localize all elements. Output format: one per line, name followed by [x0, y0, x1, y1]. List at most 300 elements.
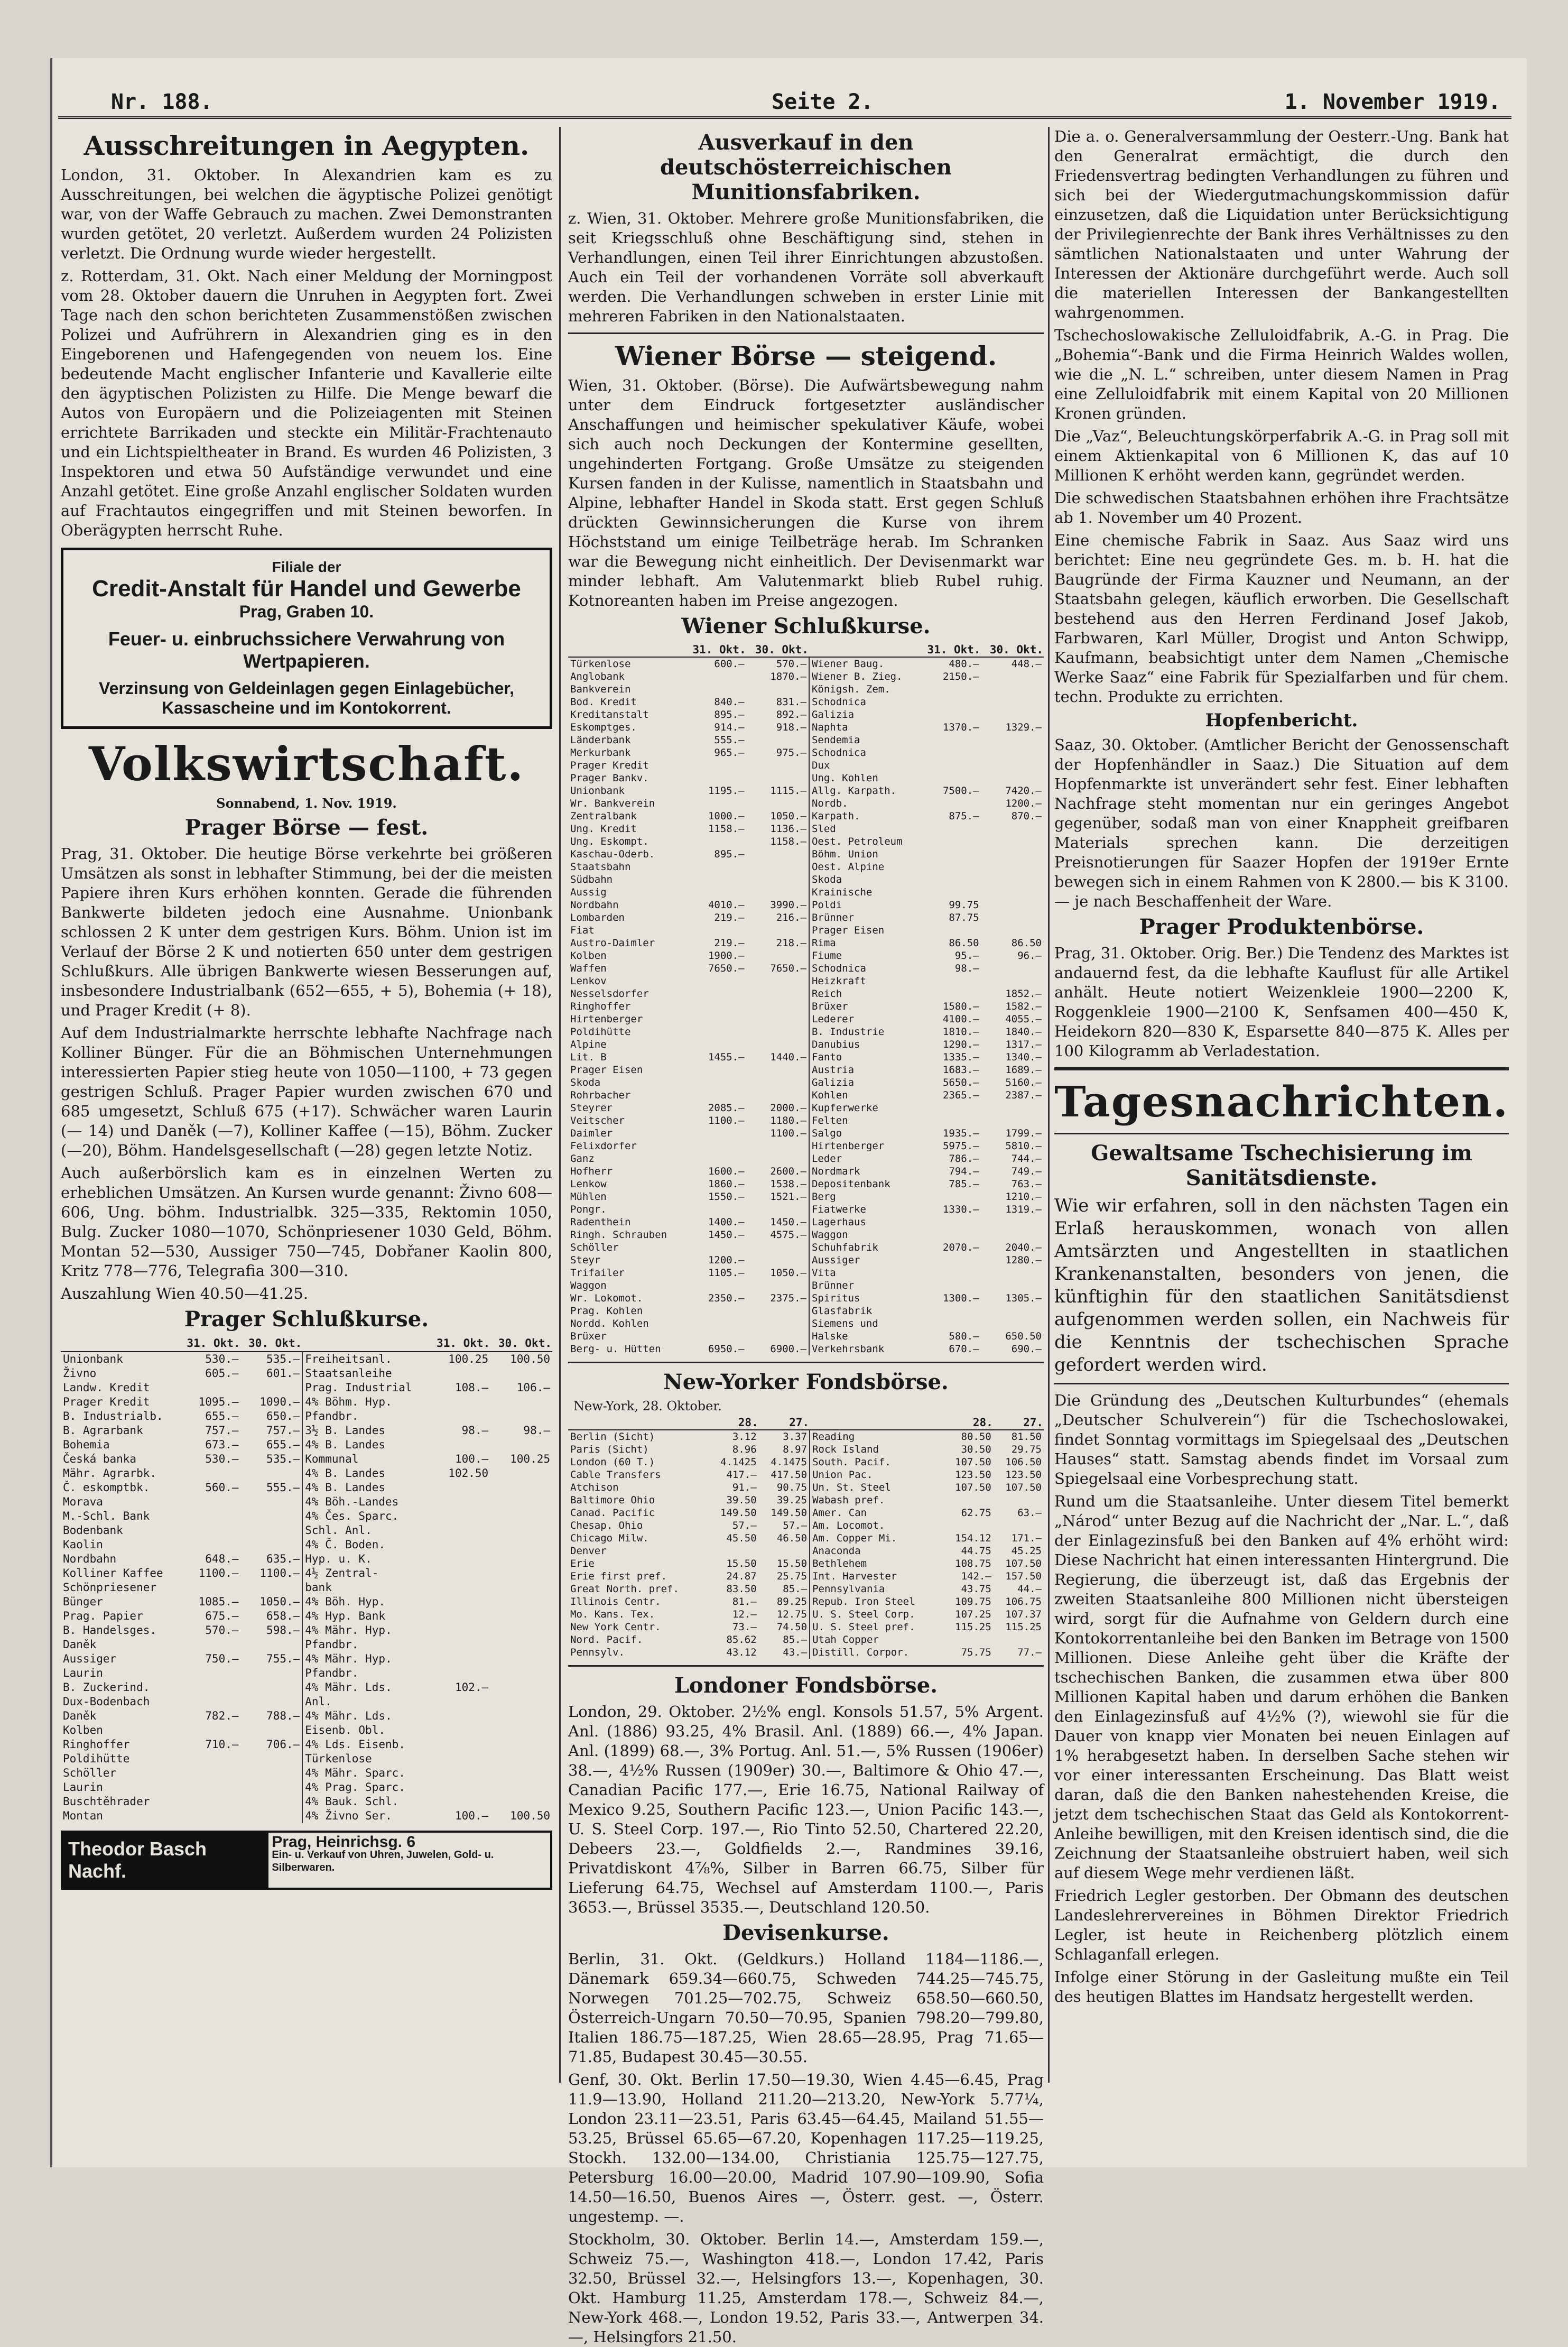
security-name: Austro-Daimler — [570, 937, 655, 949]
quote-value: 98.— — [954, 963, 979, 974]
security-name: Heizkraft — [809, 975, 918, 987]
quote-value — [747, 1140, 809, 1152]
security-name: 4% B. Landes — [302, 1466, 429, 1481]
quote-value — [684, 873, 746, 886]
quote-value: 918.— — [776, 722, 806, 733]
quote-value — [918, 696, 981, 708]
article-paragraph: Wie wir erfahren, soll in den nächsten Tagen ein Erlaß herauskommen, wonach von allen Amtsärzten und Angestellten in staatlichen Krankenanstalten, besonders von jenen, die künftighin für den staatlichen Sanitätsdienst aufgenommen werden sollen, ein Nachweis für die Kenntnis der tschechischen Sprache gefordert werden wird. — [1054, 1195, 1509, 1375]
security-name: Bod. Kredit — [570, 696, 637, 708]
quote-value: 12.75 — [776, 1609, 808, 1620]
quote-value — [429, 1538, 490, 1552]
quote-value: 57.— — [732, 1520, 757, 1531]
quote-value — [490, 1680, 552, 1695]
quote-value: 1050.— — [770, 810, 806, 822]
quote-value — [943, 1633, 994, 1646]
quote-value: 90.75 — [776, 1482, 808, 1493]
security-name: Kupferwerke — [809, 1102, 918, 1114]
quote-value: 1521.— — [770, 1191, 806, 1203]
quote-value: 673.— — [205, 1438, 239, 1451]
quote-value — [490, 1438, 552, 1452]
section-title: Volkswirtschaft. — [88, 736, 525, 791]
article-paragraph: Auch außerbörslich kam es in einzelnen Werten zu erheblichen Umsätzen. An Kursen wurde genannt: Živno 608—606, Ung. böhm. Industrialbk. 325—335, Rektomin 1050, Bulg. Zucker 1080—1070, Schönpriesener 1030 Geld, Böhm. Montan 52—530, Aussiger 750—745, Dobřaner Kaolin 800, Kritz 778—776, Telegrafia 300—310. — [61, 1164, 552, 1280]
quote-value — [684, 835, 746, 848]
column-header: 31. Okt. — [918, 643, 981, 657]
quote-value: 3990.— — [770, 899, 806, 911]
page-header — [58, 85, 1511, 119]
article-paragraph: Auf dem Industrialmarkte herrschte lebhafte Nachfrage nach Kolliner Bünger. Für die an Böhmischen Unternehmungen interessierten Papier stieg heute von 1050—1100, + 73 gegen gestrigen Schluß. Prager Papier wurden zwischen 670 und 685 umgesetzt, Schluß 675 (+17). Schwächer waren Laurin (— 14) und Daněk (—7), Kolliner Kaffee (—15), Böhm. Zucker (—20), Böhm. Handelsgesellschaft (—28) gegen letzte Notiz. — [61, 1024, 552, 1159]
quote-value: 870.— — [1011, 810, 1042, 822]
security-name: Brünner — [809, 1279, 918, 1292]
quote-value — [179, 1795, 241, 1809]
column-divider — [559, 127, 561, 2083]
security-name: Königsh. Zem. — [809, 683, 918, 696]
quote-value: 895.— — [714, 848, 745, 860]
quote-value: 965.— — [714, 747, 745, 759]
quote-value: 757.— — [205, 1424, 239, 1437]
quote-value — [490, 1766, 552, 1780]
divider — [1054, 1067, 1509, 1070]
security-name: 4% Prag. Sparc. — [302, 1780, 429, 1795]
table-row — [568, 949, 1044, 962]
quote-value — [981, 708, 1044, 721]
quote-value — [981, 962, 1044, 975]
quote-value: 107.50 — [1005, 1482, 1042, 1493]
quote-value — [684, 924, 746, 937]
quote-value — [684, 1076, 746, 1089]
security-name: Bodenbank — [63, 1524, 123, 1537]
security-name: Nesselsdorfer — [570, 988, 649, 1000]
table-row — [568, 1190, 1044, 1203]
security-name: B. Agrarbank — [63, 1424, 143, 1437]
security-name: Kolben — [63, 1724, 103, 1736]
quote-value — [241, 1780, 303, 1795]
security-name: Türkenlose — [302, 1752, 429, 1766]
quote-value — [747, 861, 809, 873]
table-row — [61, 1452, 552, 1466]
table-row — [61, 1709, 552, 1723]
article-headline: Londoner Fondsbörse. — [674, 1673, 938, 1698]
article-headline: Gewaltsame Tschechisierung im Sanitätsdienste. — [1091, 1141, 1472, 1190]
quote-value — [179, 1809, 241, 1823]
security-name: 4% Živno Ser. — [302, 1809, 429, 1823]
quote-value: 102.— — [454, 1681, 489, 1694]
quote-value — [981, 746, 1044, 759]
quote-value: 81.50 — [1011, 1431, 1042, 1443]
security-name: Radenthein — [570, 1216, 631, 1228]
quote-value: 1115.— — [770, 785, 806, 797]
quote-value — [918, 861, 981, 873]
quote-value — [918, 873, 981, 886]
table-row — [61, 1680, 552, 1695]
quote-value — [981, 911, 1044, 924]
quote-value — [981, 861, 1044, 873]
security-name: 4% Böhm. Hyp. — [302, 1395, 429, 1409]
security-name: New York Centr. — [570, 1621, 661, 1633]
quote-value — [241, 1695, 303, 1709]
security-name: Schodnica — [809, 696, 918, 708]
quote-value: 690.— — [1011, 1343, 1042, 1355]
quote-value — [684, 1317, 746, 1330]
quote-value — [918, 975, 981, 987]
quote-value: 1329.— — [1005, 722, 1042, 733]
security-name: Daněk — [63, 1638, 97, 1651]
quote-value — [918, 823, 981, 835]
security-name: Siemens und — [809, 1317, 918, 1330]
quotes-table — [568, 643, 1044, 1355]
page-number: Seite 2. — [772, 90, 874, 114]
quote-value — [981, 899, 1044, 911]
quote-value — [684, 683, 746, 696]
quote-value — [747, 1064, 809, 1076]
quote-value: 4575.— — [770, 1229, 806, 1241]
quote-value: 100.— — [454, 1809, 489, 1822]
security-name: Ung. Kohlen — [809, 772, 918, 784]
quote-value — [490, 1552, 552, 1566]
issue-date: 1. November 1919. — [1284, 90, 1501, 114]
table-row — [568, 1468, 1044, 1481]
quote-value — [179, 1695, 241, 1709]
table-row — [568, 1519, 1044, 1532]
table-row — [568, 1557, 1044, 1570]
quote-value — [241, 1638, 303, 1652]
security-name: Eisenb. Obl. — [302, 1723, 429, 1738]
security-name: Nord. Pacif. — [570, 1634, 643, 1646]
quote-value: 2375.— — [770, 1292, 806, 1304]
quote-value: 794.— — [949, 1166, 979, 1177]
security-name: Felixdorfer — [570, 1140, 637, 1152]
quote-value — [747, 1013, 809, 1025]
quote-value: 1870.— — [770, 671, 806, 682]
quote-value: 417.— — [726, 1469, 757, 1481]
security-name: Nordb. — [809, 797, 918, 810]
quote-value — [747, 1000, 809, 1013]
quote-value — [241, 1723, 303, 1738]
security-name: Bohemia — [63, 1438, 110, 1451]
divider — [1054, 1133, 1509, 1134]
quote-value: 710.— — [205, 1738, 239, 1751]
quote-value: 57.— — [783, 1520, 808, 1531]
table-row — [61, 1466, 552, 1481]
security-name: Kohlen — [809, 1089, 918, 1102]
quote-value: 763.— — [1011, 1178, 1042, 1190]
quote-value: 107.25 — [955, 1609, 991, 1620]
quote-value — [684, 797, 746, 810]
ad-line: Feuer- u. einbruchssichere Verwahrung von Wertpapieren. — [108, 628, 505, 672]
security-name: Glasfabrik — [809, 1305, 918, 1317]
security-name: Staatsbahn — [570, 861, 631, 873]
quote-value: 875.— — [949, 810, 979, 822]
quote-value — [429, 1595, 490, 1609]
table-title: Prager Schlußkurse. — [184, 1307, 429, 1332]
quote-value — [490, 1666, 552, 1680]
quote-value: 744.— — [1011, 1153, 1042, 1165]
quote-value: 650.50 — [1005, 1330, 1042, 1342]
quote-value: 1180.— — [770, 1115, 806, 1126]
quote-value: 8.97 — [783, 1444, 808, 1455]
security-name: 4% Č. Boden. — [302, 1538, 429, 1552]
quote-value: 86.50 — [1011, 937, 1042, 949]
quote-value — [918, 1190, 981, 1203]
quote-value — [918, 1267, 981, 1279]
quote-value: 96.— — [1017, 950, 1042, 962]
table-row — [568, 924, 1044, 937]
quote-value — [918, 1279, 981, 1292]
column-header: 31. Okt. — [429, 1336, 490, 1352]
quote-value: 99.75 — [949, 899, 979, 911]
table-row — [568, 1114, 1044, 1127]
quote-value — [684, 1064, 746, 1076]
quote-value: 45.25 — [1011, 1545, 1042, 1557]
security-name: Distill. Corpor. — [810, 1646, 943, 1659]
security-name: Naphta — [809, 721, 918, 734]
table-row — [568, 696, 1044, 708]
quote-value: 86.50 — [949, 937, 979, 949]
table-row — [568, 1064, 1044, 1076]
table-row — [61, 1424, 552, 1438]
quote-value: 63.— — [1017, 1507, 1042, 1519]
security-name: Prag. Papier — [63, 1610, 143, 1622]
quote-value — [179, 1752, 241, 1766]
security-name: Ringhoffer — [570, 1001, 631, 1012]
security-name: Lederer — [809, 1013, 918, 1025]
table-row — [61, 1738, 552, 1752]
quote-value: 95.— — [954, 950, 979, 962]
quote-value: 605.— — [205, 1367, 239, 1380]
security-name: Am. Locomot. — [810, 1519, 943, 1532]
quote-value: 85.— — [783, 1583, 808, 1595]
quote-value — [179, 1509, 241, 1523]
quote-value — [994, 1633, 1044, 1646]
quote-value: 892.— — [776, 709, 806, 720]
quote-value: 1582.— — [1005, 1001, 1042, 1012]
quote-value — [918, 772, 981, 784]
table-row — [61, 1481, 552, 1495]
security-name: Wiener Baug. — [809, 657, 918, 670]
quote-value — [684, 759, 746, 772]
table-row — [568, 873, 1044, 886]
security-name: Länderbank — [570, 734, 631, 746]
quote-value: 1136.— — [770, 823, 806, 835]
table-row — [61, 1595, 552, 1609]
table-row — [61, 1752, 552, 1766]
security-name: Merkurbank — [570, 747, 631, 759]
quote-value: 1090.— — [259, 1396, 300, 1408]
security-name: Kommunal — [302, 1452, 429, 1466]
security-name: Freiheitsanl. — [302, 1352, 429, 1366]
article-paragraph: Prag, 31. Oktober. Die heutige Börse verkehrte bei größeren Umsätzen als sonst in lebhafter Stimmung, bei der die meisten Papiere ihren Kurs erhöhen konnten. Gerade die führenden Bankwerte bildeten jedoch eine Ausnahme. Unionbank schlossen 2 K unter dem gestrigen Kurs. Böhm. Union ist im Verlauf der Börse 2 K und notierten 650 unter dem gestrigen Schlußkurs. Alle übrigen Bankwerte wiesen Besserungen auf, insbesondere Industrialbank (652—655, + 5), Bohemia (+ 18), und Prager Kredit (+ 8). — [61, 845, 552, 1019]
table-row — [568, 1152, 1044, 1165]
table-row — [568, 1317, 1044, 1330]
quote-value: 757.— — [266, 1424, 300, 1437]
security-name: Illinois Centr. — [570, 1596, 661, 1607]
quote-value: 648.— — [205, 1553, 239, 1565]
quote-value — [429, 1581, 490, 1595]
quote-value: 1100.— — [770, 1128, 806, 1139]
security-name: Anaconda — [810, 1545, 943, 1557]
security-name: Staatsanleihe — [302, 1366, 429, 1381]
quote-value — [179, 1523, 241, 1538]
quote-value: 219.— — [714, 937, 745, 949]
quote-value: 8.96 — [732, 1444, 757, 1455]
quote-value — [918, 987, 981, 1000]
security-name: Montan — [63, 1809, 103, 1822]
quote-value: 530.— — [205, 1353, 239, 1365]
table-row — [568, 937, 1044, 949]
quote-value — [918, 1254, 981, 1267]
quote-value: 43.12 — [726, 1647, 757, 1658]
security-name: Prag. Kohlen — [570, 1305, 643, 1317]
security-name: 4% B. Landes — [302, 1438, 429, 1452]
security-name: Daněk — [63, 1710, 97, 1722]
table-row — [61, 1409, 552, 1424]
security-name: Morava — [63, 1495, 103, 1508]
quote-value — [684, 1089, 746, 1102]
security-name: Laurin — [63, 1667, 103, 1679]
security-name: Int. Harvester — [810, 1570, 943, 1583]
table-row — [568, 759, 1044, 772]
security-name: Skoda — [570, 1077, 601, 1088]
quote-value — [747, 987, 809, 1000]
quote-value — [747, 949, 809, 962]
quote-value — [981, 670, 1044, 683]
security-name: Prager Kredit — [63, 1396, 150, 1408]
quote-value — [490, 1695, 552, 1709]
quote-value: 108.— — [454, 1381, 489, 1394]
quote-value: 2365.— — [942, 1089, 979, 1101]
security-name: Salgo — [809, 1127, 918, 1140]
quote-value: 2085.— — [708, 1102, 745, 1114]
quote-value: 914.— — [714, 722, 745, 733]
quote-value: 24.87 — [726, 1570, 757, 1582]
security-name: 4% Čes. Sparc. — [302, 1509, 429, 1523]
security-name: 4% Böh.-Landes — [302, 1495, 429, 1509]
table-row — [568, 1570, 1044, 1583]
quote-value — [981, 759, 1044, 772]
divider — [568, 332, 1044, 334]
quote-value: 5810.— — [1005, 1140, 1042, 1152]
security-name: Verkehrsbank — [809, 1343, 918, 1355]
quote-value: 39.50 — [726, 1494, 757, 1506]
quote-value — [747, 873, 809, 886]
column-header: 27. — [994, 1416, 1044, 1430]
divider — [568, 1665, 1044, 1667]
table-row — [61, 1581, 552, 1595]
quote-value: 1290.— — [942, 1039, 979, 1050]
quote-value: 62.75 — [961, 1507, 991, 1519]
quote-value: 1900.— — [708, 950, 745, 962]
quote-value — [490, 1638, 552, 1652]
security-name: Aussig — [570, 886, 607, 898]
table-row — [568, 1279, 1044, 1292]
article-paragraph: London, 29. Oktober. 2½% engl. Konsols 51.57, 5% Argent. Anl. (1886) 93.25, 4% Brasil. Anl. (1889) 66.—, 4% Japan. Anl. (1899) 68.—, 3% Portug. Anl. 51.—, 5% Russen (1906er) 38.—, 4½% Russen (1909er) 30.—, Baltimore & Ohio 47.—, Canadian Pacific 177.—, Erie 16.75, National Railway of Mexico 9.25, Southern Pacific 123.—, Union Pacific 143.—, U. S. Steel Corp. 197.—, Rio Tinto 52.50, Chartered 22.20, Debeers 23.—, Goldfields 2.—, Randmines 39.16, Privatdiskont 4⅞%, Silber in Barren 66.75, Silber für Lieferung 64.75, Wechsel auf Amsterdam 1100.—, Paris 3653.—, Brüssel 3535.—, Deutschland 120.50. — [568, 1703, 1044, 1916]
quote-value: 601.— — [266, 1367, 300, 1380]
quote-value: 2387.— — [1005, 1089, 1042, 1101]
quote-value: 45.50 — [726, 1532, 757, 1544]
security-name: Živno — [63, 1367, 97, 1380]
table-row — [568, 1025, 1044, 1038]
quote-value — [429, 1409, 490, 1424]
quote-value: 1095.— — [198, 1396, 239, 1408]
table-row — [61, 1438, 552, 1452]
quote-value: 1860.— — [708, 1178, 745, 1190]
quote-value: 1085.— — [198, 1595, 239, 1608]
quote-value — [994, 1519, 1044, 1532]
quote-value: 7650.— — [770, 963, 806, 974]
quote-value: 1100.— — [259, 1567, 300, 1579]
quote-value — [684, 861, 746, 873]
quote-value — [684, 1152, 746, 1165]
security-name: 4% Mähr. Hyp. — [302, 1623, 429, 1638]
security-name: Mühlen — [570, 1191, 607, 1203]
quote-value: 74.50 — [776, 1621, 808, 1633]
quote-value: 98.— — [461, 1424, 489, 1437]
table-row — [568, 1203, 1044, 1216]
security-name: Ringhoffer — [63, 1738, 130, 1751]
quote-value: 171.— — [1011, 1532, 1042, 1544]
article-paragraph: Die schwedischen Staatsbahnen erhöhen ihre Frachtsätze ab 1. November um 40 Prozent. — [1054, 489, 1509, 526]
quote-value — [429, 1609, 490, 1623]
security-name: Berlin (Sicht) — [570, 1431, 655, 1443]
quote-value: 4.1475 — [771, 1456, 808, 1468]
quote-value: 1683.— — [942, 1064, 979, 1076]
table-row — [61, 1495, 552, 1509]
column-header — [809, 643, 918, 657]
quote-value: 650.— — [266, 1410, 300, 1422]
quote-value: 216.— — [776, 912, 806, 923]
security-name: Mähr. Agrarbk. — [63, 1467, 157, 1480]
table-row — [61, 1552, 552, 1566]
quote-value: 1195.— — [708, 785, 745, 797]
security-name: Berg — [809, 1190, 918, 1203]
quote-value — [490, 1652, 552, 1666]
security-name: bank — [302, 1581, 429, 1595]
column-header: 30. Okt. — [241, 1336, 303, 1352]
table-row — [568, 1507, 1044, 1519]
security-name: Ringh. Schrauben — [570, 1229, 667, 1241]
quote-value: 1840.— — [1005, 1026, 1042, 1038]
quote-value — [918, 1114, 981, 1127]
security-name: Pongr. — [570, 1204, 607, 1215]
security-name: Reich — [809, 987, 918, 1000]
table-row — [568, 1621, 1044, 1633]
table-row — [568, 823, 1044, 835]
quote-value — [179, 1466, 241, 1481]
security-name: Rima — [809, 937, 918, 949]
quote-value — [490, 1409, 552, 1424]
jeweler-advertisement — [61, 1831, 552, 1890]
table-row — [61, 1780, 552, 1795]
column-header: 27. — [759, 1416, 810, 1430]
quote-value — [747, 1305, 809, 1317]
quote-value — [429, 1366, 490, 1381]
security-name: Nordbahn — [570, 899, 619, 911]
ad-bank-name: Credit-Anstalt für Handel und Gewerbe — [92, 576, 521, 602]
quote-value: 100.25 — [448, 1353, 489, 1365]
security-name: Kolliner Kaffee — [63, 1567, 163, 1579]
quote-value: 123.50 — [1005, 1469, 1042, 1481]
column-header — [568, 1416, 709, 1430]
quote-value — [179, 1766, 241, 1780]
quote-value — [429, 1738, 490, 1752]
security-name: Berg- u. Hütten — [570, 1343, 661, 1355]
quote-value: 107.50 — [955, 1482, 991, 1493]
security-name: Dux-Bodenbach — [63, 1695, 150, 1708]
security-name: Brüxer — [570, 1330, 607, 1342]
quote-value: 107.50 — [955, 1456, 991, 1468]
security-name: Unionbank — [63, 1353, 123, 1365]
table-row — [568, 899, 1044, 911]
quote-value: 43.75 — [961, 1583, 991, 1595]
